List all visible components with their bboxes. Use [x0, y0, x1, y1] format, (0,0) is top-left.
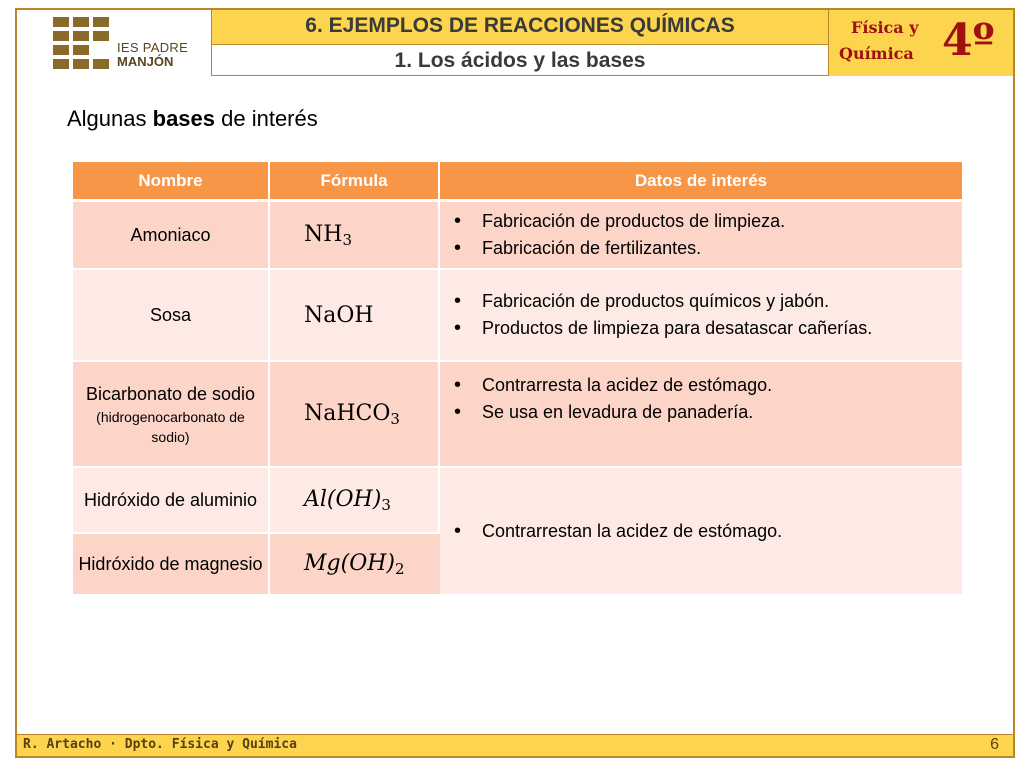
base-name: Hidróxido de magnesio	[78, 554, 263, 574]
heading-prefix: Algunas	[67, 106, 153, 131]
list-item: • Contrarresta la acidez de estómago.	[454, 372, 952, 399]
base-name-note: (hidrogenocarbonato de sodio)	[96, 409, 245, 445]
heading-bold: bases	[152, 106, 216, 131]
list-item: • Fabricación de productos de limpieza.	[454, 208, 952, 235]
logo-line-2: MANJÓN	[117, 54, 174, 69]
slide-header	[17, 10, 1013, 76]
cell-formula	[270, 468, 440, 534]
cell-name	[73, 534, 270, 596]
slide-heading	[67, 106, 318, 132]
formula-main: NH	[304, 221, 343, 247]
table-header-row	[73, 162, 962, 202]
page-title: 6. EJEMPLOS DE REACCIONES QUÍMICAS	[212, 10, 828, 45]
subject-line-2: Química	[839, 44, 914, 63]
footer-author: R. Artacho · Dpto. Física y Química	[23, 737, 297, 752]
formula-main: NaHCO	[304, 400, 391, 426]
formula-subscript: 3	[390, 409, 400, 428]
page-number: 6	[990, 736, 999, 753]
base-name: Hidróxido de aluminio	[83, 490, 258, 510]
formula-main: Al(OH)	[304, 486, 382, 512]
cell-name	[73, 468, 270, 534]
column-header-name: Nombre	[73, 162, 270, 202]
subject-badge	[828, 10, 1013, 76]
list-item: • Fabricación de fertilizantes.	[454, 235, 952, 262]
list-item: • Fabricación de productos químicos y jabón.	[454, 288, 952, 315]
table-row	[73, 362, 962, 468]
table-row	[73, 270, 962, 362]
list-item: • Se usa en levadura de panadería.	[454, 399, 952, 426]
title-block	[212, 10, 828, 76]
formula-subscript: 3	[381, 495, 391, 514]
cell-data-merged	[440, 468, 962, 596]
cell-formula	[270, 534, 440, 596]
cell-name	[73, 362, 270, 468]
heading-suffix: de interés	[215, 106, 318, 131]
base-name: Bicarbonato de sodio	[85, 384, 256, 404]
formula-subscript: 2	[395, 559, 405, 578]
cell-formula	[270, 202, 440, 270]
logo-grid-icon	[53, 17, 113, 69]
logo-line-1: IES PADRE	[117, 40, 189, 55]
grade-label: 4º	[942, 15, 995, 66]
cell-name	[73, 202, 270, 270]
column-header-formula: Fórmula	[270, 162, 440, 202]
list-item: • Contrarrestan la acidez de estómago.	[454, 518, 952, 545]
column-header-data: Datos de interés	[440, 162, 962, 202]
base-name: Amoniaco	[130, 225, 211, 245]
cell-data	[440, 202, 962, 270]
slide-frame	[15, 8, 1015, 758]
table-row	[73, 468, 962, 534]
table-row	[73, 202, 962, 270]
formula-subscript: 3	[342, 230, 352, 249]
slide-footer	[17, 734, 1013, 756]
subject-line-1: Física y	[851, 18, 919, 37]
formula-main: Mg(OH)	[304, 550, 395, 576]
cell-formula	[270, 362, 440, 468]
cell-formula	[270, 270, 440, 362]
cell-name	[73, 270, 270, 362]
formula-main: NaOH	[304, 302, 374, 328]
page-subtitle: 1. Los ácidos y las bases	[212, 45, 828, 76]
bases-table	[73, 162, 962, 596]
cell-data	[440, 362, 962, 468]
list-item: • Productos de limpieza para desatascar cañerías.	[454, 315, 952, 342]
school-logo	[17, 10, 212, 76]
base-name: Sosa	[149, 305, 192, 325]
cell-data	[440, 270, 962, 362]
